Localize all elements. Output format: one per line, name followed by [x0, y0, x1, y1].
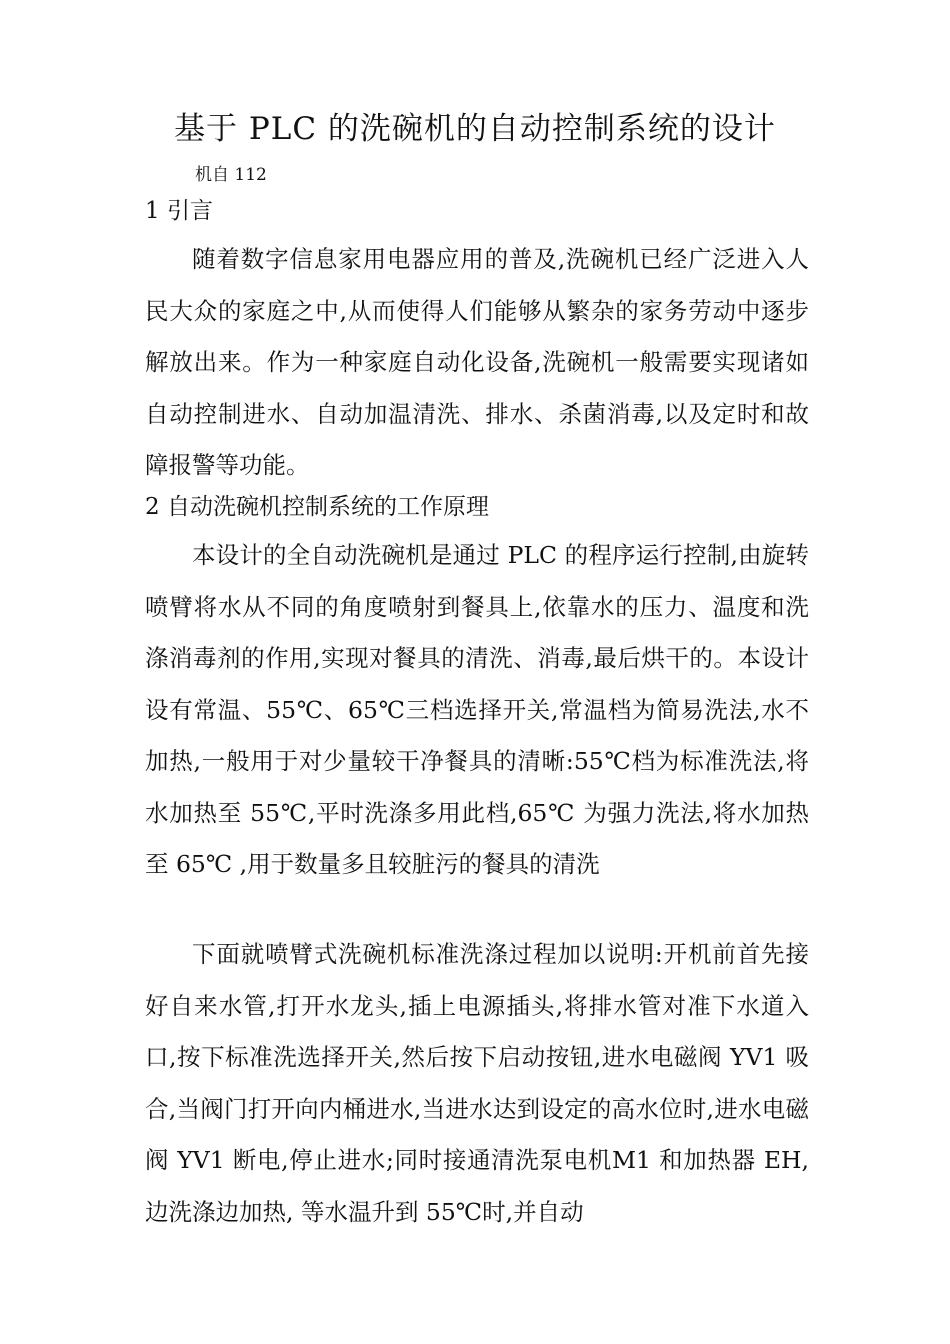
section-heading-working-principle: 2 自动洗碗机控制系统的工作原理	[145, 494, 489, 520]
document-subtitle: 机自 112	[195, 165, 267, 185]
section-heading-introduction: 1 引言	[145, 198, 213, 224]
paragraph-working-principle-1: 本设计的全自动洗碗机是通过 PLC 的程序运行控制,由旋转喷臂将水从不同的角度喷射到餐具上,依靠水的压力、温度和洗涤消毒剂的作用,实现对餐具的清洗、消毒,最后烘干的。本设计设有常温、55℃、65℃三档选择开关,常温档为简易洗法,水不加热,一般用于对少量较干净餐具的清晰:55℃档为标准洗法,将水加热至 55℃,平时洗涤多用此档,65℃ 为强力洗法,将水加热至 65℃ ,用于数量多且较脏污的餐具的清洗	[145, 541, 809, 878]
paragraph-introduction: 随着数字信息家用电器应用的普及,洗碗机已经广泛进入人民大众的家庭之中,从而使得人们能够从繁杂的家务劳动中逐步解放出来。作为一种家庭自动化设备,洗碗机一般需要实现诸如自动控制进水、自动加温清洗、排水、杀菌消毒,以及定时和故障报警等功能。	[145, 245, 809, 479]
paragraph-working-principle-2: 下面就喷臂式洗碗机标准洗涤过程加以说明:开机前首先接好自来水管,打开水龙头,插上电源插头,将排水管对准下水道入口,按下标准洗选择开关,然后按下启动按钮,进水电磁阀 YV1 吸合,当阀门打开向内桶进水,当进水达到设定的高水位时,进水电磁阀 YV1 断电,停止进水;同时接通清洗泵电机M1 和加热器 EH,边洗涤边加热, 等水温升到 55℃时,并自动	[145, 940, 809, 1226]
document-title: 基于 PLC 的洗碗机的自动控制系统的设计	[174, 111, 776, 147]
